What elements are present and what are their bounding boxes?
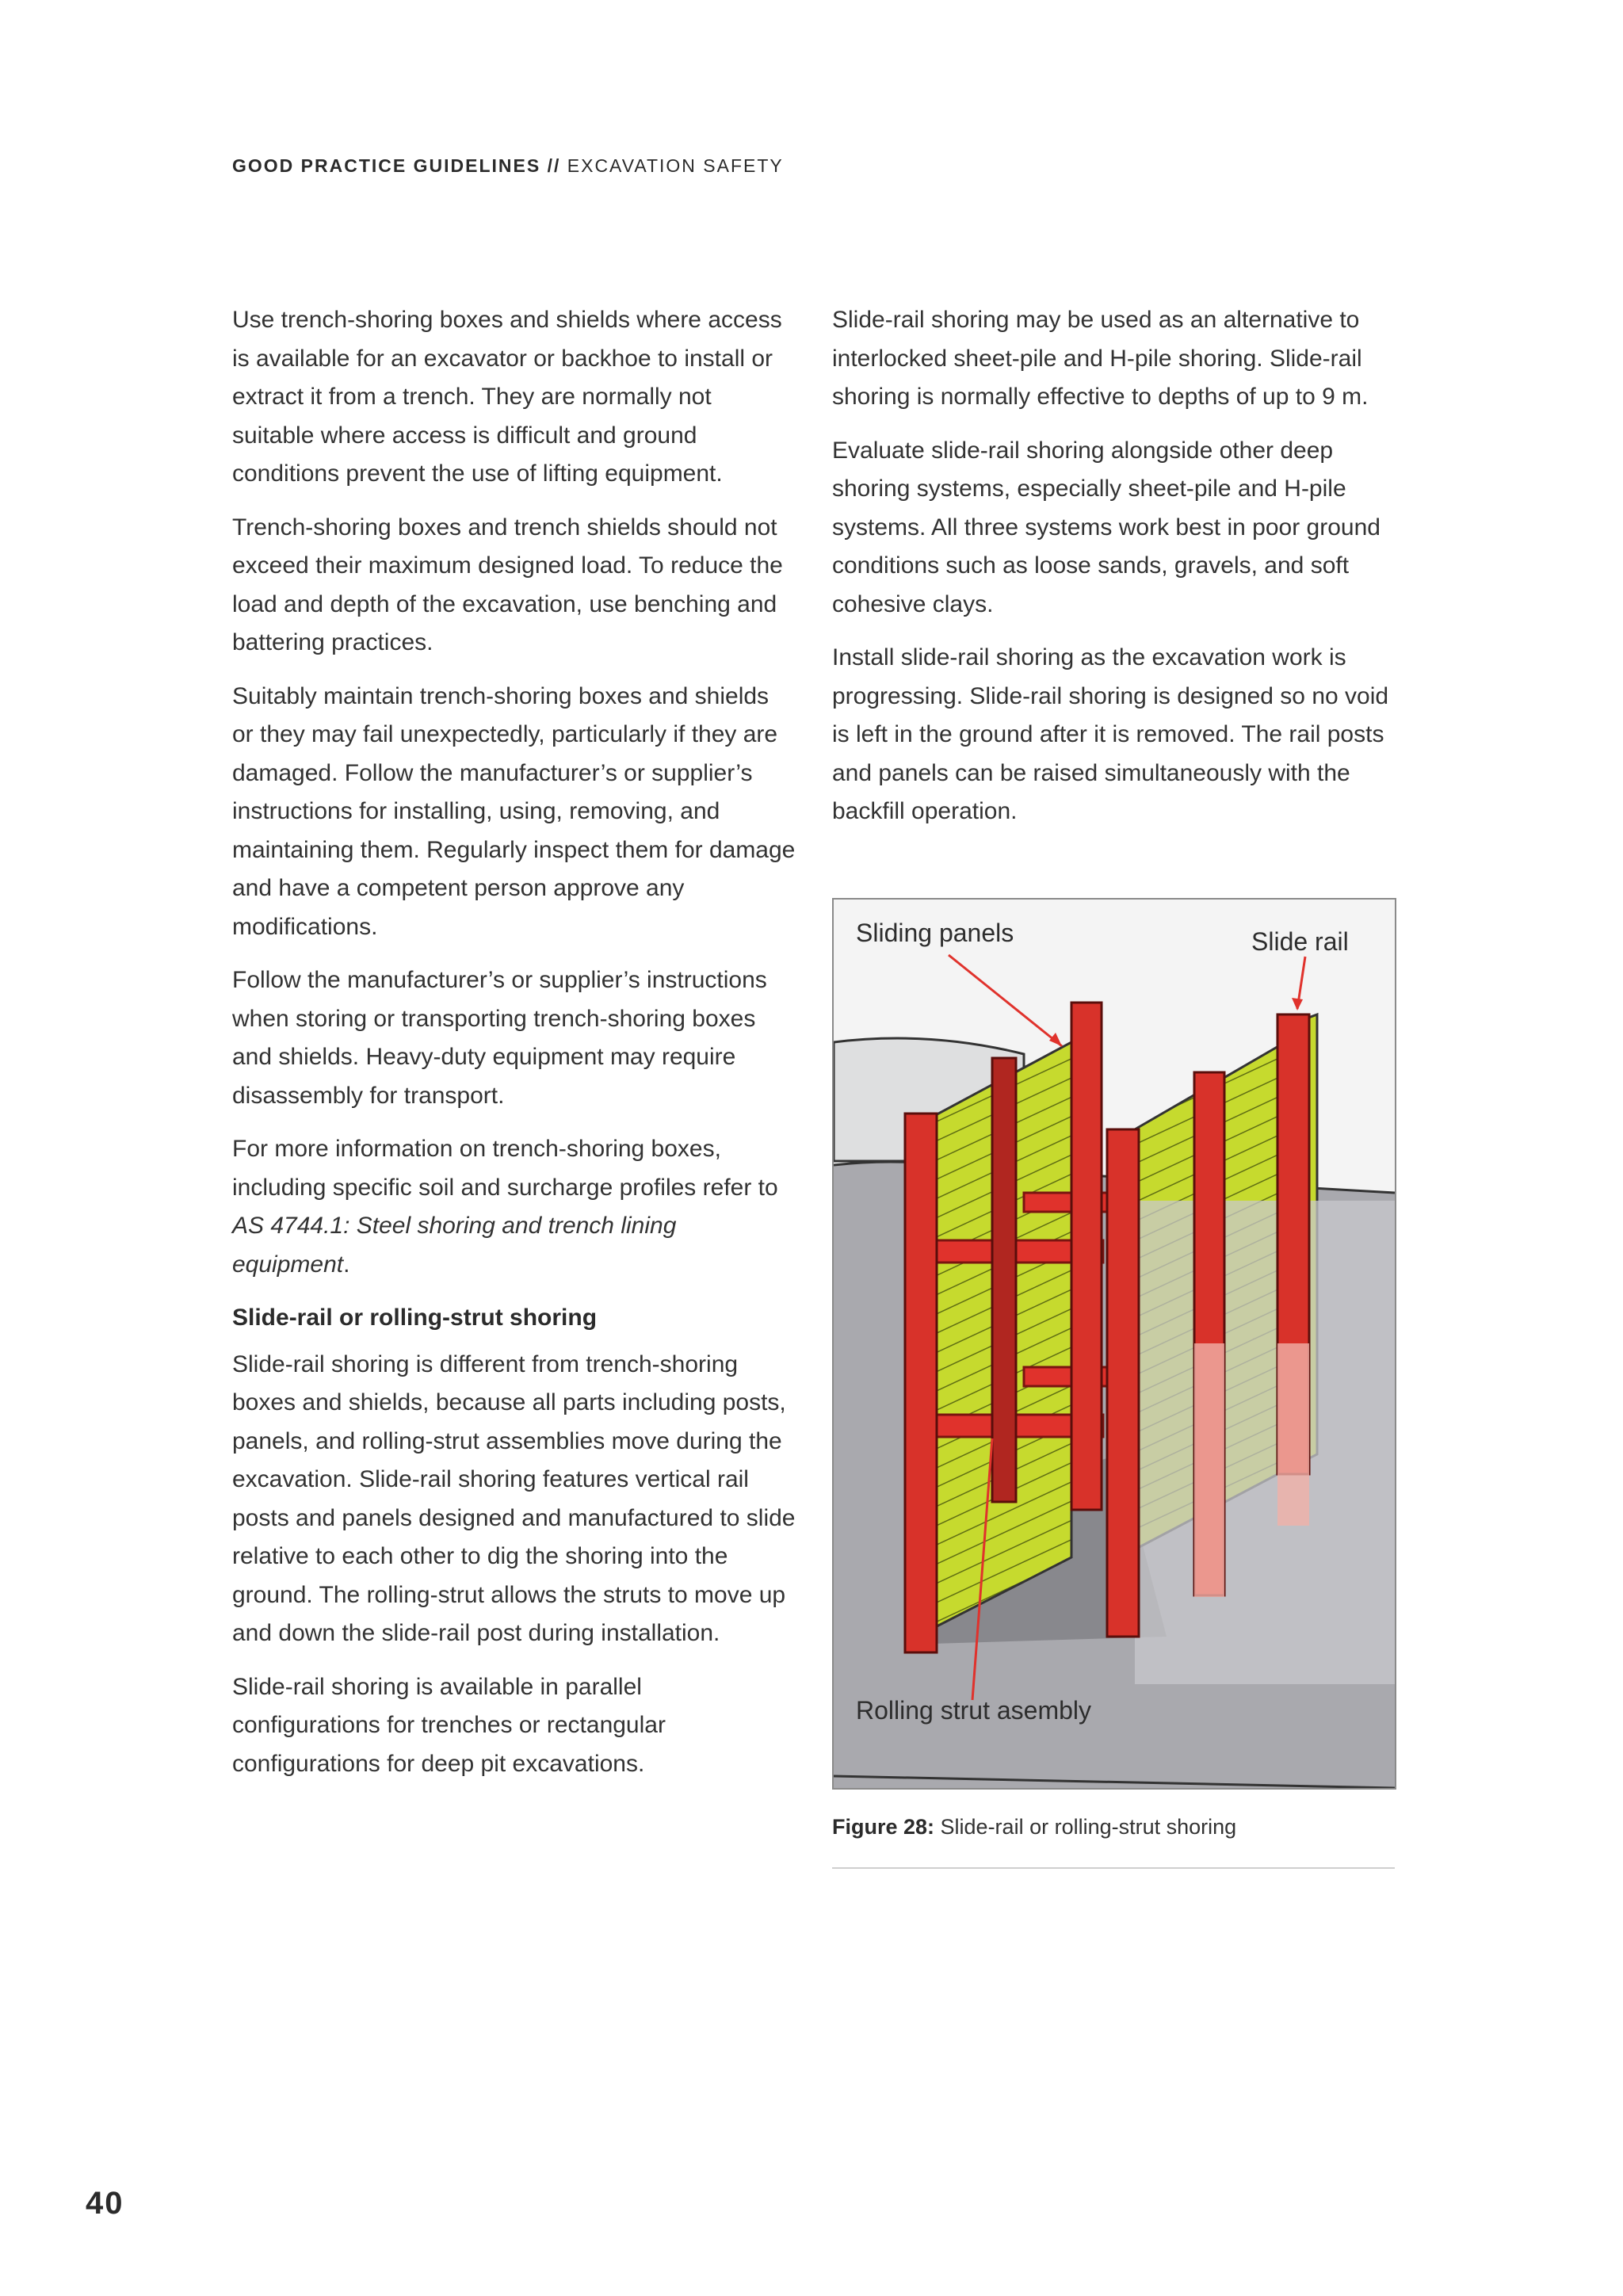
header-rest: EXCAVATION SAFETY (560, 155, 784, 176)
left-paragraph-1: Use trench-shoring boxes and shields where access is available for an excavator or backhoe to install or extract it from a trench. They are normally not suitable where access is difficult and ground conditions prevent the use of lifting equipment. (232, 307, 782, 487)
page-number: 40 (86, 2186, 124, 2221)
caption-divider (832, 1867, 1395, 1869)
rail-post-1 (905, 1114, 937, 1652)
right-paragraph-1: Slide-rail shoring may be used as an alternative to interlocked sheet-pile and H-pile shoring. Slide-rail shoring is normally effective to depths of up to 9 m. (832, 307, 1369, 410)
left-paragraph-6: Slide-rail shoring is different from trench-shoring boxes and shields, because all parts including posts, panels, and rolling-strut assemblies move during the excavation. Slide-rail shoring features vertical rail posts and panels designed and manufactured to slide relative to each other to dig the shoring into the ground. The rolling-strut allows the struts to move up and down the slide-rail post during installation. (232, 1350, 796, 1646)
right-column (832, 301, 1396, 846)
running-header (232, 155, 784, 177)
shoring-illustration (834, 900, 1395, 1788)
caption-text: Slide-rail or rolling-strut shoring (934, 1815, 1237, 1839)
rail-post-2 (1071, 1003, 1102, 1510)
caption-number: Figure 28: (832, 1815, 935, 1839)
section-subheading: Slide-rail or rolling-strut shoring (232, 1305, 598, 1331)
shoring-figure (832, 898, 1396, 1790)
right-paragraph-2: Evaluate slide-rail shoring alongside other deep shoring systems, especially sheet-pile and H-pile systems. All three systems work best in poor ground conditions such as loose sands, gravels, and soft cohesive clays. (832, 437, 1381, 617)
standard-reference: AS 4744.1: Steel shoring and trench lining equipment (232, 1213, 677, 1278)
label-slide-rail: Slide rail (1251, 927, 1349, 956)
left-paragraph-7: Slide-rail shoring is available in parallel configurations for trenches or rectangular configurations for deep pit excavations. (232, 1673, 666, 1777)
right-paragraph-3: Install slide-rail shoring as the excavation work is progressing. Slide-rail shoring is designed so no void is left in the ground after it is removed. The rail posts and panels can be raised simultaneously with the backfill operation. (832, 644, 1389, 824)
left-paragraph-3: Suitably maintain trench-shoring boxes and shields or they may fail unexpectedly, particularly if they are damaged. Follow the manufacturer’s or supplier’s instructions for installing, using, removing, and maintaining them. Regularly inspect them for damage and have a competent person approve any modifications. (232, 682, 796, 940)
left-paragraph-5 (232, 1130, 796, 1284)
label-rolling-strut: Rolling strut asembly (856, 1696, 1091, 1725)
rail-post-3 (1107, 1129, 1139, 1637)
figure-caption (832, 1815, 1395, 1839)
header-bold: GOOD PRACTICE GUIDELINES // (232, 155, 561, 176)
left-paragraph-2: Trench-shoring boxes and trench shields should not exceed their maximum designed load. To reduce the load and depth of the excavation, use benching and battering practices. (232, 514, 783, 655)
label-sliding-panels: Sliding panels (856, 919, 1014, 947)
left-paragraph-4: Follow the manufacturer’s or supplier’s instructions when storing or transporting trench-shoring boxes and shields. Heavy-duty equipment may require disassembly for transport. (232, 967, 767, 1109)
left-column (232, 301, 796, 1798)
p5-start: For more information on trench-shoring boxes, including specific soil and surcharge profiles refer to (232, 1136, 778, 1201)
p5-end: . (343, 1251, 350, 1278)
